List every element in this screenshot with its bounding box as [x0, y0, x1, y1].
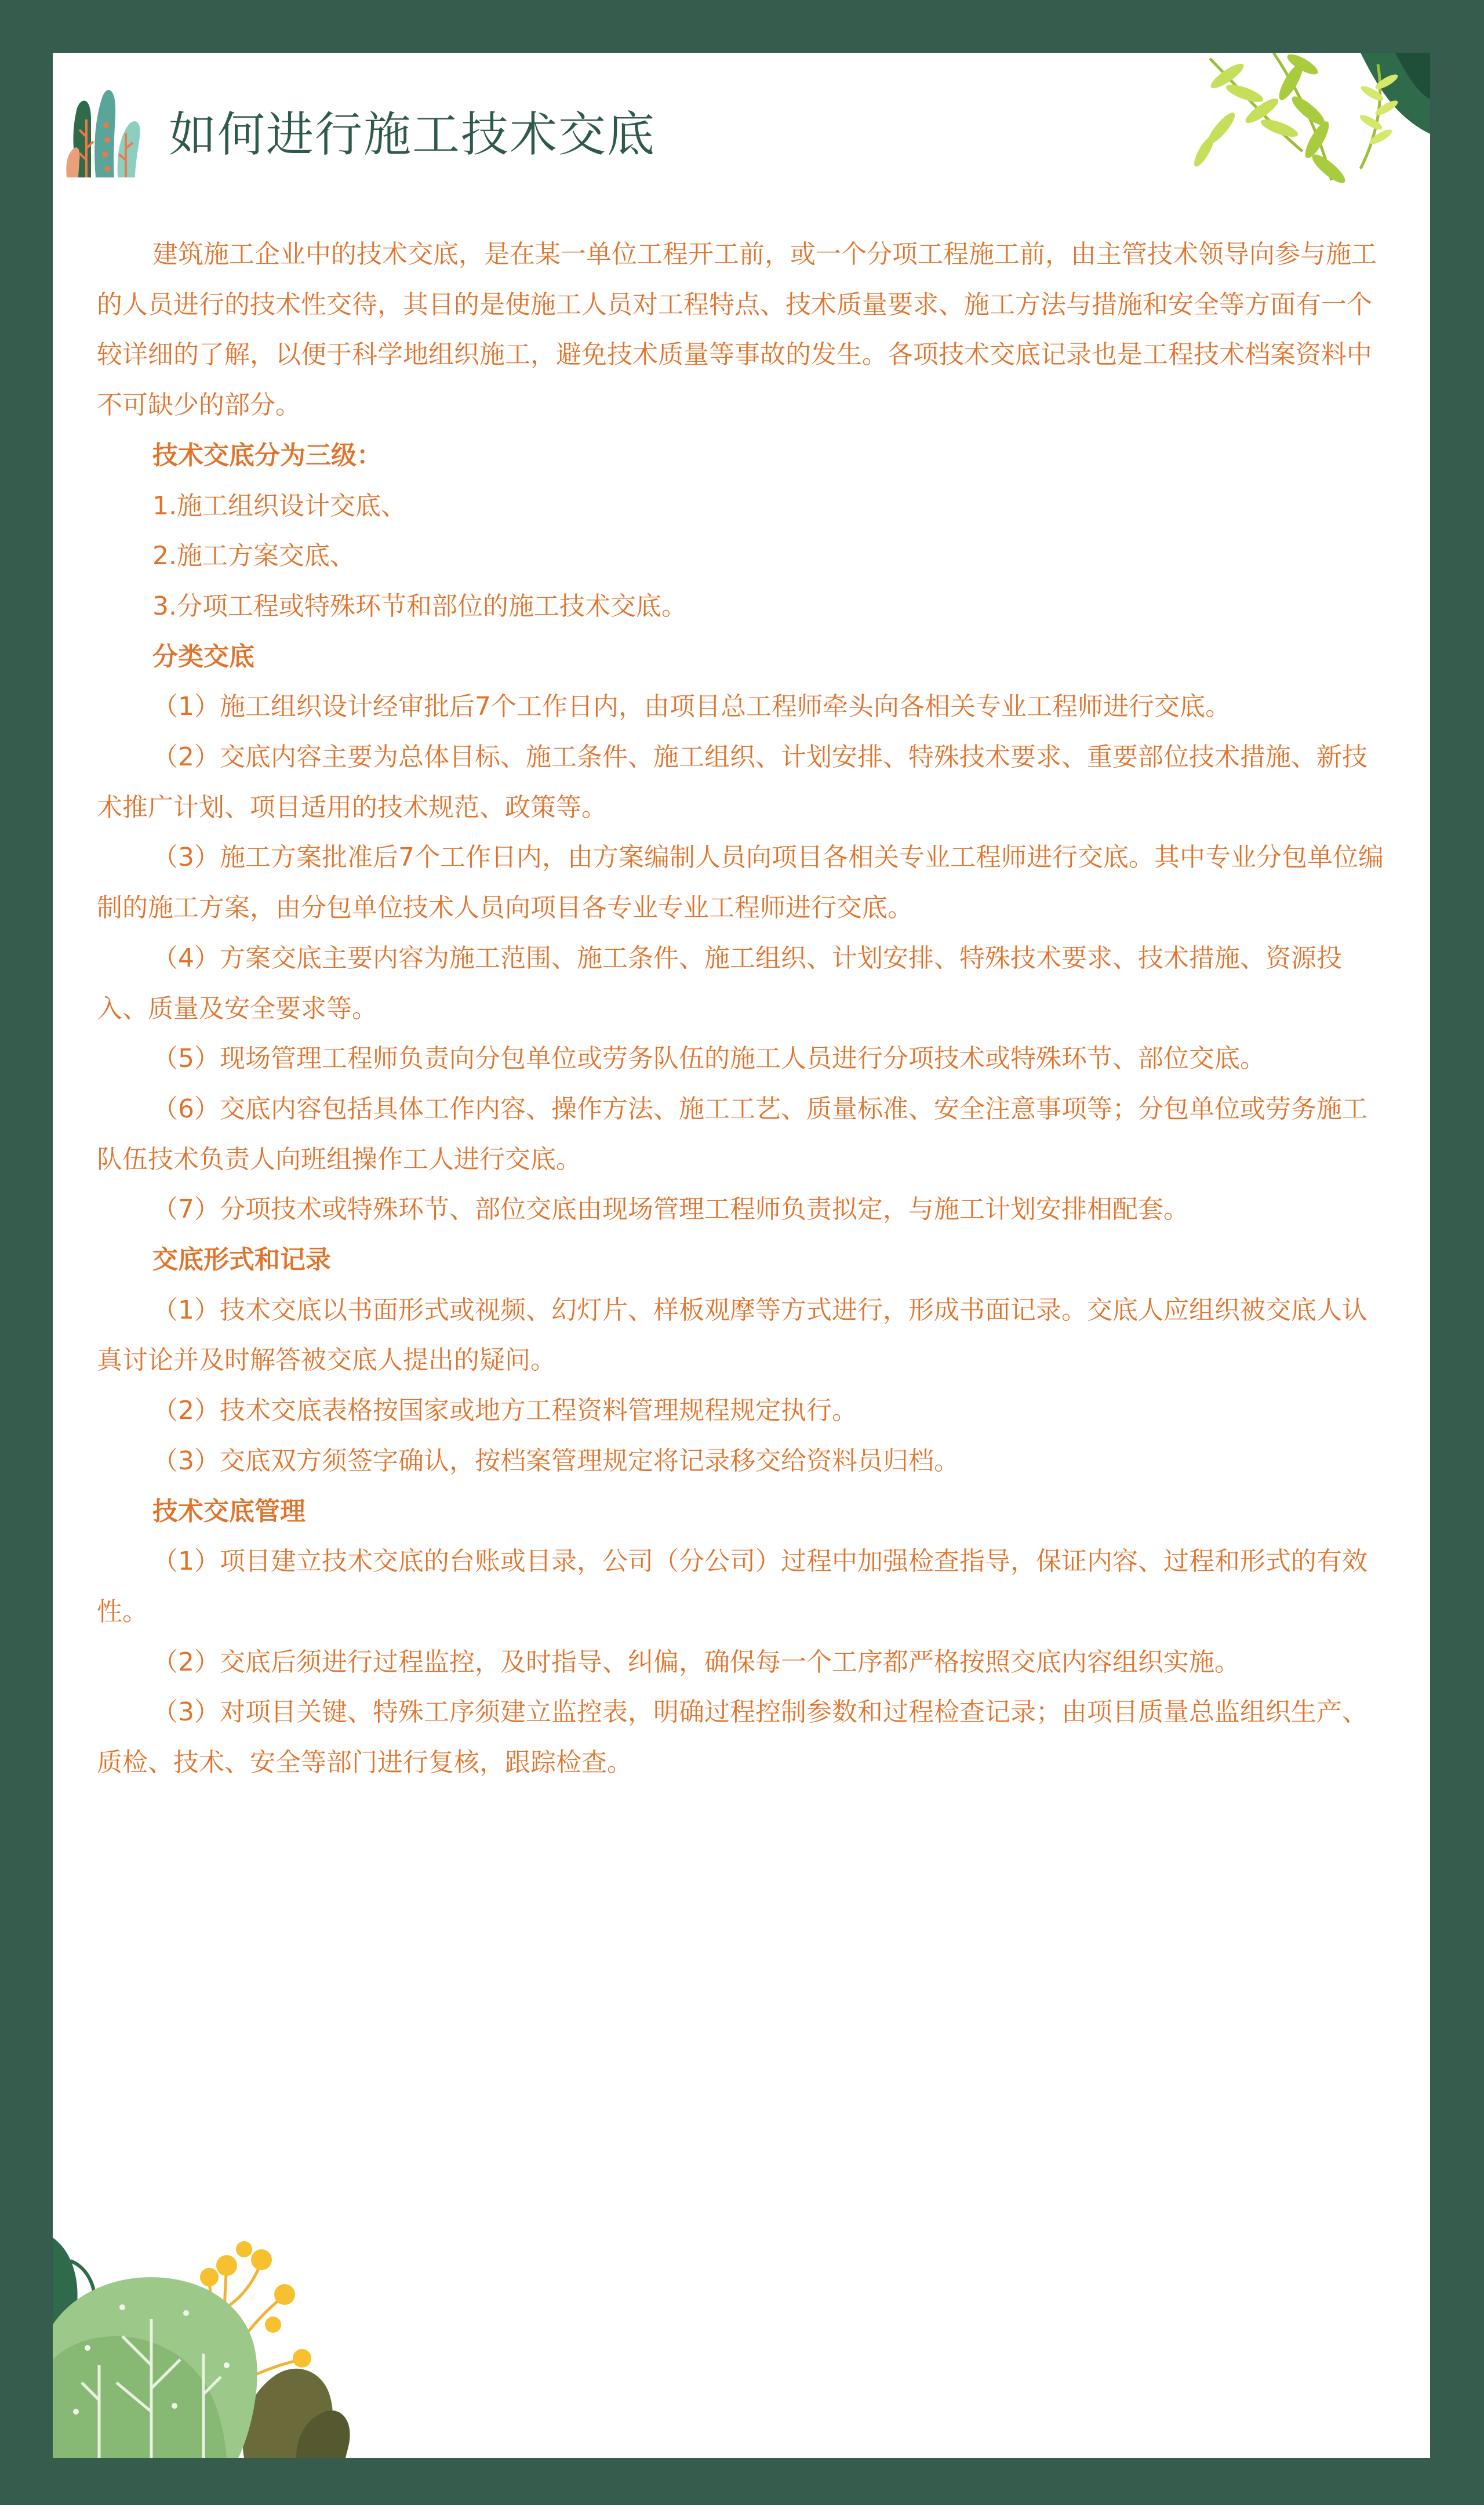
- list-item: （3）交底双方须签字确认，按档案管理规定将记录移交给资料员归档。: [152, 1446, 959, 1476]
- list-item: （1）项目建立技术交底的台账或目录，公司（分公司）过程中加强检查指导，保证内容、过程和形式的有效性。: [97, 1546, 1367, 1627]
- intro-paragraph: 建筑施工企业中的技术交底，是在某一单位工程开工前，或一个分项工程施工前，由主管技术领导向参与施工的人员进行的技术性交待，其目的是使施工人员对工程特点、技术质量要求、施工方法与措施和安全等方面有一个较详细的了解，以便于科学地组织施工，避免技术质量等事故的发生。各项技术交底记录也是工程技术档案资料中不可缺少的部分。: [97, 239, 1377, 420]
- list-item: 1.施工组织设计交底、: [152, 491, 406, 521]
- list-item: 3.分项工程或特殊环节和部位的施工技术交底。: [152, 591, 687, 621]
- list-item: （2）交底后须进行过程监控，及时指导、纠偏，确保每一个工序都严格按照交底内容组织实施。: [152, 1647, 1240, 1677]
- list-item: （1）施工组织设计经审批后7个工作日内，由项目总工程师牵头向各相关专业工程师进行交底。: [152, 692, 1231, 722]
- section-heading: 技术交底管理: [152, 1496, 305, 1526]
- page-title: 如何进行施工技术交底: [169, 107, 656, 162]
- list-item: 2.施工方案交底、: [152, 541, 355, 571]
- content-card: [53, 53, 1430, 2458]
- list-item: （4）方案交底主要内容为施工范围、施工条件、施工组织、计划安排、特殊技术要求、技术措施、资源投入、质量及安全要求等。: [97, 943, 1342, 1023]
- list-item: （2）交底内容主要为总体目标、施工条件、施工组织、计划安排、特殊技术要求、重要部位技术措施、新技术推广计划、项目适用的技术规范、政策等。: [97, 742, 1367, 822]
- title-plant-icon: [61, 85, 148, 183]
- section-heading: 技术交底分为三级：: [152, 440, 382, 470]
- section-heading: 交底形式和记录: [152, 1245, 331, 1275]
- leaf-branch-icon: [1187, 53, 1430, 204]
- list-item: （3）对项目关键、特殊工序须建立监控表，明确过程控制参数和过程检查记录；由项目质量总监组织生产、质检、技术、安全等部门进行复核，跟踪检查。: [97, 1697, 1367, 1778]
- article-body: [97, 230, 1387, 1788]
- list-item: （7）分项技术或特殊环节、部位交底由现场管理工程师负责拟定，与施工计划安排相配套。: [152, 1195, 1189, 1225]
- list-item: （3）施工方案批准后7个工作日内，由方案编制人员向项目各相关专业工程师进行交底。其中专业分包单位编制的施工方案，由分包单位技术人员向项目各专业专业工程师进行交底。: [97, 843, 1384, 923]
- list-item: （2）技术交底表格按国家或地方工程资料管理规程规定执行。: [152, 1396, 857, 1426]
- flower-bush-icon: [53, 2214, 377, 2458]
- list-item: （6）交底内容包括具体工作内容、操作方法、施工工艺、质量标准、安全注意事项等；分包单位或劳务施工队伍技术负责人向班组操作工人进行交底。: [97, 1094, 1367, 1174]
- list-item: （1）技术交底以书面形式或视频、幻灯片、样板观摩等方式进行，形成书面记录。交底人应组织被交底人认真讨论并及时解答被交底人提出的疑问。: [97, 1295, 1367, 1375]
- list-item: （5）现场管理工程师负责向分包单位或劳务队伍的施工人员进行分项技术或特殊环节、部位交底。: [152, 1044, 1265, 1074]
- section-heading: 分类交底: [152, 641, 254, 671]
